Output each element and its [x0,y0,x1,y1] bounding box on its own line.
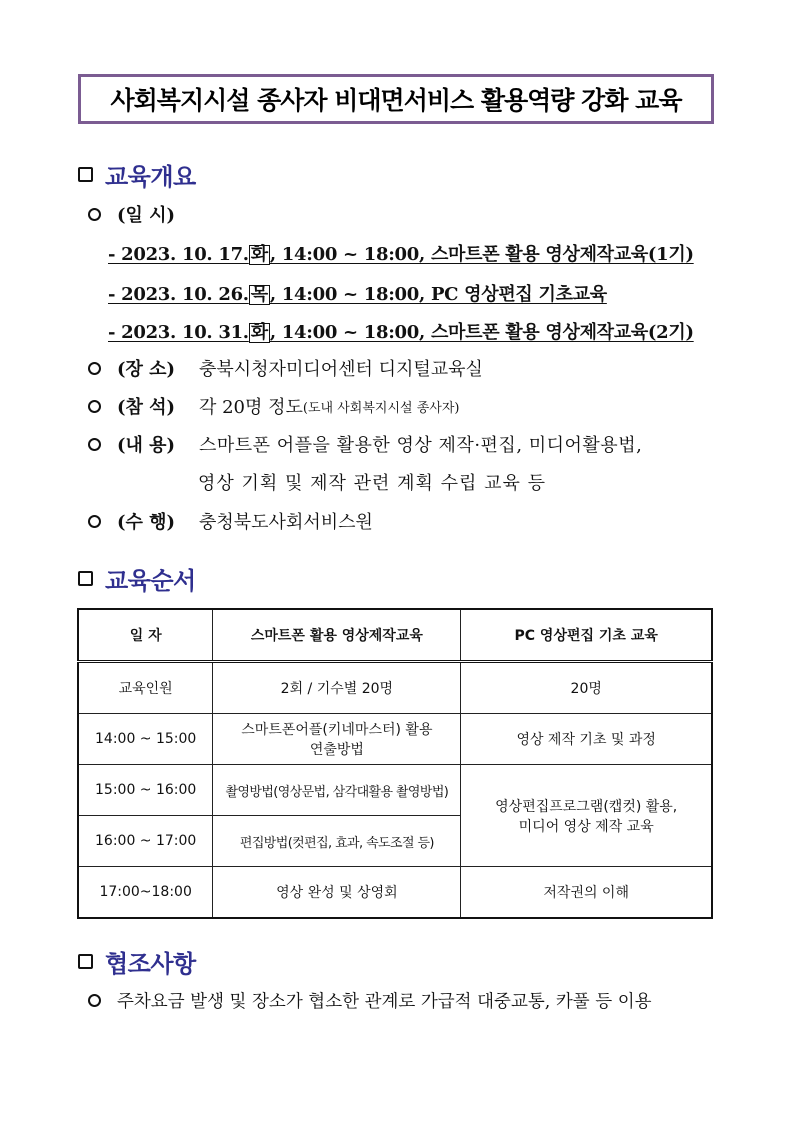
schedule-item-3 [108,318,694,344]
perform-value: 충청북도사회서비스원 [199,512,373,533]
attend-row [88,393,459,419]
checkbox-square-icon [78,167,93,182]
schedule-detail: , 14:00 ~ 18:00, 스마트폰 활용 영상제작교육(1기) [269,244,694,265]
schedule-table [77,608,713,919]
cooperation-row [88,988,652,1013]
schedule-item-2 [108,280,607,306]
table-row [78,714,712,765]
table-cell: 교육인원 [78,662,213,714]
table-cell: 저작권의 이해 [461,867,712,919]
content-row [88,431,642,457]
datetime-label: (일 시) [117,205,176,226]
circle-bullet-icon [88,400,101,413]
perform-row [88,508,373,534]
circle-bullet-icon [88,994,101,1007]
attend-label: (참 석) [117,397,176,418]
checkbox-square-icon [78,954,93,969]
table-cell: 영상 완성 및 상영회 [213,867,461,919]
table-cell: 16:00 ~ 17:00 [78,816,213,867]
table-row [78,867,712,919]
section-order-title: 교육순서 [105,567,196,595]
weekday-box: 목 [250,284,268,305]
circle-bullet-icon [88,208,101,221]
circle-bullet-icon [88,515,101,528]
section-overview-heading [78,157,196,192]
table-cell: 영상 제작 기초 및 과정 [461,714,712,765]
section-overview-title: 교육개요 [105,163,196,191]
page-title: 사회복지시설 종사자 비대면서비스 활용역량 강화 교육 [78,74,714,124]
place-value: 충북시청자미디어센터 디지털교육실 [199,359,483,380]
table-row [78,765,712,816]
weekday-box: 화 [250,244,268,265]
table-cell: 14:00 ~ 15:00 [78,714,213,765]
schedule-date: - 2023. 10. 17. [108,244,249,265]
table-cell-line: 연출방법 [309,742,364,758]
schedule-date: - 2023. 10. 31. [108,322,249,343]
table-cell-line: 스마트폰어플(키네마스터) 활용 [241,722,433,738]
table-cell [213,714,461,765]
table-cell-line: 영상편집프로그램(캡컷) 활용, [495,798,678,815]
table-cell: 17:00~18:00 [78,867,213,919]
section-order-heading [78,561,196,596]
perform-label: (수 행) [117,512,176,533]
place-label: (장 소) [117,359,176,380]
content-label: (내 용) [117,435,176,456]
datetime-row [88,201,175,227]
content-value-line1: 스마트폰 어플을 활용한 영상 제작·편집, 미디어활용법, [199,435,643,456]
table-cell: 편집방법(컷편집, 효과, 속도조절 등) [213,816,461,867]
schedule-item-1 [108,240,694,266]
weekday-box: 화 [250,322,268,343]
circle-bullet-icon [88,362,101,375]
table-header: PC 영상편집 기초 교육 [461,609,712,662]
table-cell: 2회 / 기수별 20명 [213,662,461,714]
schedule-detail: , 14:00 ~ 18:00, PC 영상편집 기초교육 [269,284,607,305]
table-cell-line: 미디어 영상 제작 교육 [518,818,654,835]
place-row [88,355,483,381]
table-header: 스마트폰 활용 영상제작교육 [213,609,461,662]
section-cooperation-title: 협조사항 [105,950,196,978]
table-header: 일 자 [78,609,213,662]
checkbox-square-icon [78,571,93,586]
attend-note: (도내 사회복지시설 종사자) [302,400,460,416]
table-cell: 촬영방법(영상문법, 삼각대활용 촬영방법) [213,765,461,816]
table-cell: 15:00 ~ 16:00 [78,765,213,816]
table-cell-merged [461,765,712,867]
schedule-detail: , 14:00 ~ 18:00, 스마트폰 활용 영상제작교육(2기) [269,322,694,343]
table-row [78,662,712,714]
content-value-line2: 영상 기획 및 제작 관련 계획 수립 교육 등 [198,473,546,494]
schedule-date: - 2023. 10. 26. [108,284,249,305]
cooperation-text: 주차요금 발생 및 장소가 협소한 관계로 가급적 대중교통, 카풀 등 이용 [117,992,652,1012]
attend-value: 각 20명 정도 [199,397,303,418]
circle-bullet-icon [88,438,101,451]
section-cooperation-heading [78,944,196,979]
table-header-row [78,609,712,662]
table-cell: 20명 [461,662,712,714]
